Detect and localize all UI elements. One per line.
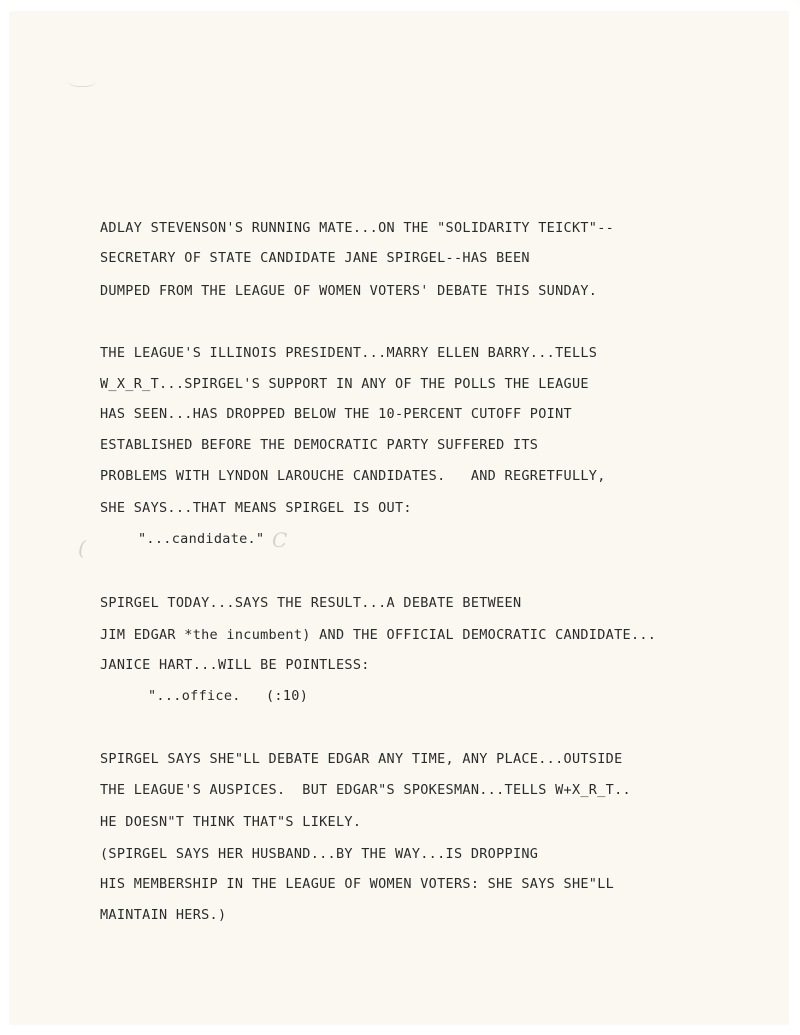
text-line: SECRETARY OF STATE CANDIDATE JANE SPIRGEL--HAS BEEN [100, 250, 530, 266]
text-line: SPIRGEL SAYS SHE"LL DEBATE EDGAR ANY TIME, ANY PLACE...OUTSIDE [100, 751, 623, 767]
paper-mark [68, 72, 96, 87]
text-line: THE LEAGUE'S AUSPICES. BUT EDGAR"S SPOKESMAN...TELLS W+X_R_T.. [100, 782, 631, 798]
text-line: ADLAY STEVENSON'S RUNNING MATE...ON THE "SOLIDARITY TEICKT"-- [100, 220, 615, 236]
text-line: SHE SAYS...THAT MEANS SPIRGEL IS OUT: [100, 500, 412, 516]
text-line: HE DOESN"T THINK THAT"S LIKELY. [100, 814, 362, 830]
pencil-mark: C [272, 528, 288, 552]
text-line: ESTABLISHED BEFORE THE DEMOCRATIC PARTY SUFFERED ITS [100, 437, 539, 453]
text-line: HAS SEEN...HAS DROPPED BELOW THE 10-PERCENT CUTOFF POINT [100, 406, 572, 422]
pencil-mark: ( [78, 536, 86, 560]
text-line: SPIRGEL TODAY...SAYS THE RESULT...A DEBATE BETWEEN [100, 595, 522, 611]
typed-script-page [10, 12, 788, 1024]
text-line: JIM EDGAR *the incumbent) AND THE OFFICIAL DEMOCRATIC CANDIDATE... [100, 627, 657, 643]
text-line: PROBLEMS WITH LYNDON LAROUCHE CANDIDATES. AND REGRETFULLY, [100, 468, 606, 484]
text-line: JANICE HART...WILL BE POINTLESS: [100, 657, 370, 673]
text-line: MAINTAIN HERS.) [100, 907, 227, 923]
text-line: DUMPED FROM THE LEAGUE OF WOMEN VOTERS' DEBATE THIS SUNDAY. [100, 283, 598, 299]
text-line: (SPIRGEL SAYS HER HUSBAND...BY THE WAY...IS DROPPING [100, 846, 539, 862]
text-line: THE LEAGUE'S ILLINOIS PRESIDENT...MARRY ELLEN BARRY...TELLS [100, 345, 598, 361]
quote-cue: "...candidate." [138, 531, 265, 547]
text-line: HIS MEMBERSHIP IN THE LEAGUE OF WOMEN VOTERS: SHE SAYS SHE"LL [100, 876, 615, 892]
text-line: W_X_R_T...SPIRGEL'S SUPPORT IN ANY OF THE POLLS THE LEAGUE [100, 376, 589, 392]
quote-cue: "...office. (:10) [148, 688, 309, 704]
